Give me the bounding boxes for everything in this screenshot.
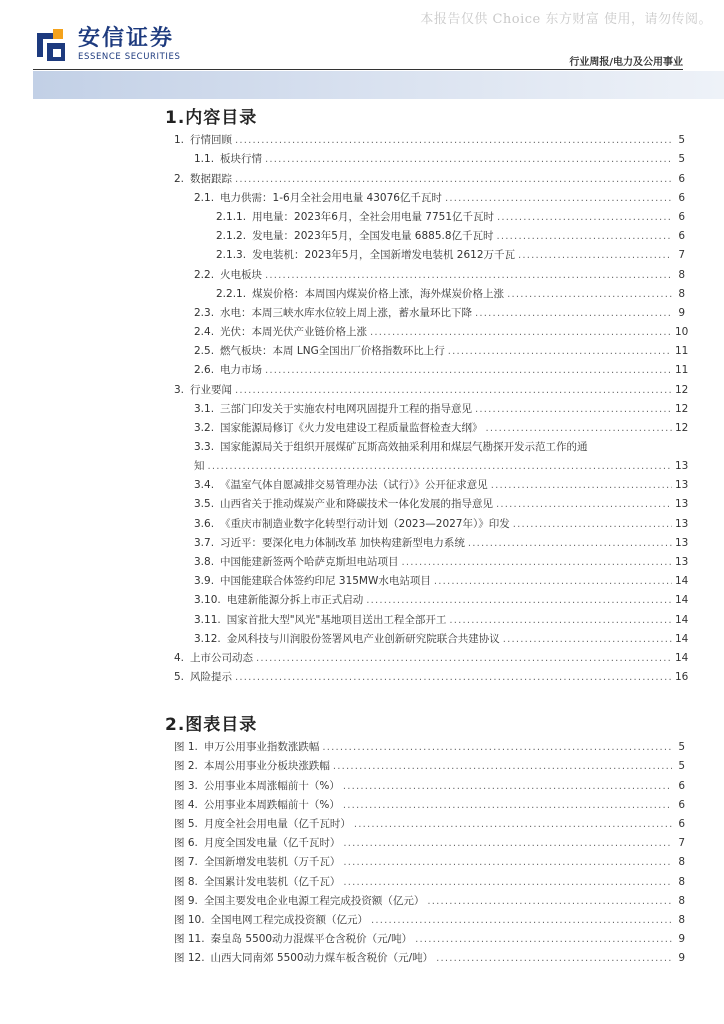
entry-title: 光伏：本周光伏产业链价格上涨	[220, 326, 368, 339]
toc-entry[interactable]	[174, 416, 689, 435]
entry-number: 2.4.	[194, 326, 215, 339]
toc-entry[interactable]	[174, 665, 689, 684]
leader-dots	[486, 422, 672, 435]
entry-page-number: 12	[675, 402, 689, 415]
entry-page-number: 6	[678, 210, 685, 223]
entry-title: 全国新增发电装机（万千瓦）	[203, 856, 341, 869]
toc-entry[interactable]	[174, 492, 689, 511]
entry-page-number: 13	[675, 460, 689, 472]
entry-page-number: 6	[678, 779, 685, 792]
toc-entry[interactable]	[174, 147, 685, 166]
leader-dots	[265, 269, 672, 282]
entry-page-number: 8	[678, 287, 685, 300]
toc-entry[interactable]	[174, 282, 685, 301]
entry-title: 电力市场	[220, 364, 263, 377]
leader-dots	[518, 249, 672, 262]
entry-number: 3.1.	[194, 402, 215, 415]
entry-number: 2.1.1.	[216, 210, 247, 223]
entry-number: 2.1.	[194, 191, 215, 204]
figure-entry[interactable]	[174, 946, 685, 965]
entry-title: 全国累计发电装机（亿千瓦）	[203, 875, 341, 888]
entry-number: 3.11.	[194, 613, 221, 626]
leader-dots	[235, 384, 672, 397]
toc-entry[interactable]	[174, 205, 685, 224]
leader-dots	[265, 364, 672, 377]
leader-dots	[208, 460, 673, 473]
leader-dots	[445, 192, 672, 205]
entry-title: 公用事业本周跌幅前十（%）	[203, 798, 340, 811]
leader-dots	[370, 326, 672, 339]
entry-number: 3.12.	[194, 632, 221, 645]
entry-number: 图 11.	[174, 933, 205, 946]
leader-dots	[343, 780, 672, 793]
entry-page-number: 6	[678, 230, 685, 243]
leader-dots	[415, 933, 672, 946]
entry-number: 图 5.	[174, 817, 198, 830]
leader-dots	[468, 537, 672, 550]
entry-page-number: 5	[678, 760, 685, 773]
entry-line-2	[194, 454, 689, 473]
leader-dots	[491, 479, 672, 492]
leader-dots	[436, 952, 672, 965]
figure-entry[interactable]	[174, 889, 685, 908]
entry-number: 3.9.	[194, 575, 215, 588]
leader-dots	[371, 914, 672, 927]
leader-dots	[434, 575, 672, 588]
entry-page-number: 7	[678, 837, 685, 850]
entry-title: 电建新能源分拆上市正式启动	[226, 594, 364, 607]
entry-title: 国家首批大型"风光"基地项目送出工程全部开工	[226, 613, 447, 626]
entry-number: 2.3.	[194, 306, 215, 319]
entry-page-number: 5	[678, 741, 685, 754]
figure-list	[174, 735, 685, 965]
leader-dots	[475, 403, 672, 416]
entry-number: 3.7.	[194, 536, 215, 549]
entry-page-number: 11	[675, 345, 689, 358]
toc-entry[interactable]	[174, 531, 689, 550]
leader-dots	[513, 518, 672, 531]
figure-entry[interactable]	[174, 869, 685, 888]
leader-dots	[366, 594, 672, 607]
leader-dots	[333, 760, 672, 773]
figure-entry[interactable]	[174, 831, 685, 850]
entry-page-number: 14	[675, 613, 689, 626]
entry-number: 5.	[174, 671, 185, 684]
entry-title: 风险提示	[190, 671, 233, 684]
entry-page-number: 9	[678, 952, 685, 965]
entry-number: 2.1.2.	[216, 230, 247, 243]
toc-entry[interactable]	[174, 262, 685, 281]
entry-number: 2.5.	[194, 345, 215, 358]
entry-title: 中国能建新签两个哈萨克斯坦电站项目	[220, 555, 399, 568]
toc-entry[interactable]	[174, 550, 689, 569]
leader-dots	[449, 614, 672, 627]
leader-dots	[427, 895, 672, 908]
entry-line-1	[194, 435, 685, 454]
entry-page-number: 8	[678, 913, 685, 926]
entry-page-number: 8	[678, 875, 685, 888]
entry-title: 本周公用事业分板块涨跌幅	[203, 760, 330, 773]
entry-page-number: 13	[675, 555, 689, 568]
entry-number: 4.	[174, 651, 185, 664]
entry-title: 发电装机：2023年5月，全国新增发电装机 2612万千瓦	[252, 249, 516, 262]
entry-title: 全国电网工程完成投资额（亿元）	[210, 913, 369, 926]
entry-page-number: 13	[675, 517, 689, 530]
entry-page-number: 14	[675, 575, 689, 588]
leader-dots	[402, 556, 672, 569]
entry-title: 数据跟踪	[190, 172, 233, 185]
entry-title: 火电板块	[220, 268, 263, 281]
toc-entry[interactable]	[174, 511, 689, 530]
entry-number: 1.1.	[194, 153, 215, 166]
leader-dots	[448, 345, 672, 358]
entry-title: 公用事业本周涨幅前十（%）	[203, 779, 340, 792]
toc-entry[interactable]	[174, 397, 689, 416]
entry-title: 行情回顾	[190, 134, 233, 147]
entry-number: 2.2.	[194, 268, 215, 281]
entry-title: 申万公用事业指数涨跌幅	[203, 741, 320, 754]
leader-dots	[503, 633, 672, 646]
entry-title: 国家能源局关于组织开展煤矿瓦斯高效抽采利用和煤层气勘探开发示范工作的通	[220, 441, 588, 453]
entry-title: 行业要闻	[190, 383, 233, 396]
entry-number: 2.2.1.	[216, 287, 247, 300]
entry-page-number: 12	[675, 383, 689, 396]
leader-dots	[507, 288, 672, 301]
watermark: 本报告仅供 Choice 东方财富 使用，请勿传阅。	[420, 12, 712, 27]
toc-entry[interactable]	[174, 339, 689, 358]
entry-page-number: 11	[675, 364, 689, 377]
leader-dots	[497, 211, 672, 224]
entry-number: 2.1.3.	[216, 249, 247, 262]
entry-number: 3.	[174, 383, 185, 396]
entry-title: 山西省关于推动煤炭产业和降碳技术一体化发展的指导意见	[220, 498, 494, 511]
entry-title: 月度全社会用电量（亿千瓦时）	[203, 817, 351, 830]
entry-number: 1.	[174, 134, 185, 147]
toc-entry[interactable]	[174, 358, 689, 377]
entry-number: 3.3.	[194, 441, 215, 453]
entry-number: 图 3.	[174, 779, 198, 792]
entry-title: 金风科技与川润股份签署风电产业创新研究院联合共建协议	[226, 632, 500, 645]
entry-title: 国家能源局修订《火力发电建设工程质量监督检查大纲》	[220, 422, 483, 434]
entry-title: 山西大同南郊 5500动力煤车板含税价（元/吨）	[210, 952, 434, 965]
entry-title: 习近平：要深化电力体制改革 加快构建新型电力系统	[220, 536, 465, 549]
toc-entry[interactable]	[174, 301, 685, 320]
entry-number: 3.6.	[194, 517, 215, 530]
entry-title: 燃气板块：本周 LNG全国出厂价格指数环比上行	[220, 345, 445, 358]
toc-entry[interactable]	[174, 607, 689, 626]
toc-entry[interactable]	[174, 646, 689, 665]
figure-entry[interactable]	[174, 850, 685, 869]
entry-number: 图 8.	[174, 875, 198, 888]
entry-number: 图 6.	[174, 837, 198, 850]
entry-page-number: 16	[675, 671, 689, 684]
entry-number: 2.	[174, 172, 185, 185]
entry-number: 图 10.	[174, 913, 205, 926]
leader-dots	[497, 230, 672, 243]
entry-number: 3.5.	[194, 498, 215, 511]
entry-title: 月度全国发电量（亿千瓦时）	[203, 837, 341, 850]
leader-dots	[343, 856, 672, 869]
entry-number: 图 1.	[174, 741, 198, 754]
entry-page-number: 8	[678, 894, 685, 907]
entry-page-number: 14	[675, 651, 689, 664]
entry-number: 3.4.	[194, 479, 215, 492]
toc-entry[interactable]	[174, 588, 689, 607]
entry-number: 2.6.	[194, 364, 215, 377]
entry-page-number: 5	[678, 134, 685, 147]
entry-title: 发电量：2023年5月，全国发电量 6885.8亿千瓦时	[252, 230, 494, 243]
leader-dots	[496, 498, 672, 511]
entry-title: 用电量：2023年6月，全社会用电量 7751亿千瓦时	[252, 210, 495, 223]
entry-page-number: 7	[678, 249, 685, 262]
entry-title: 煤炭价格：本周国内煤炭价格上涨，海外煤炭价格上涨	[252, 287, 505, 300]
entry-title: 中国能建联合体签约印尼 315MW水电站项目	[220, 575, 431, 588]
toc-entry[interactable]	[174, 128, 685, 147]
entry-title: 秦皇岛 5500动力混煤平仓含税价（元/吨）	[210, 933, 413, 946]
toc-entry[interactable]	[174, 435, 689, 473]
entry-number: 图 12.	[174, 952, 205, 965]
toc-entry[interactable]	[174, 243, 685, 262]
entry-number: 图 4.	[174, 798, 198, 811]
toc-entry[interactable]	[174, 186, 685, 205]
leader-dots	[256, 652, 672, 665]
toc-list	[174, 128, 689, 684]
entry-title: 水电：本周三峡水库水位较上周上涨，蓄水量环比下降	[220, 306, 473, 319]
entry-title: 三部门印发关于实施农村电网巩固提升工程的指导意见	[220, 402, 473, 415]
entry-page-number: 13	[675, 479, 689, 492]
entry-page-number: 13	[675, 536, 689, 549]
entry-title-continued: 知	[194, 460, 205, 472]
entry-page-number: 9	[678, 306, 685, 319]
leader-dots	[354, 818, 672, 831]
entry-number: 3.10.	[194, 594, 221, 607]
toc-section-title: 1.内容目录	[165, 108, 258, 128]
figure-entry[interactable]	[174, 754, 685, 773]
entry-page-number: 14	[675, 632, 689, 645]
entry-page-number: 10	[675, 326, 689, 339]
entry-title: 全国主要发电企业电源工程完成投资额（亿元）	[203, 894, 425, 907]
leader-dots	[235, 671, 672, 684]
leader-dots	[322, 741, 672, 754]
entry-title: 板块行情	[220, 153, 263, 166]
figure-entry[interactable]	[174, 908, 685, 927]
toc-entry[interactable]	[174, 224, 685, 243]
entry-page-number: 12	[675, 422, 689, 434]
toc-entry[interactable]	[174, 166, 685, 185]
figure-entry[interactable]	[174, 927, 685, 946]
figure-entry[interactable]	[174, 735, 685, 754]
header-divider	[33, 69, 683, 70]
entry-page-number: 8	[678, 856, 685, 869]
entry-number: 图 2.	[174, 760, 198, 773]
entry-page-number: 6	[678, 172, 685, 185]
leader-dots	[343, 799, 672, 812]
leader-dots	[343, 876, 672, 889]
logo-mark-icon	[33, 27, 69, 63]
entry-number: 3.2.	[194, 422, 215, 434]
leader-dots	[343, 837, 672, 850]
logo-name-en: ESSENCE SECURITIES	[78, 52, 181, 62]
entry-number: 图 9.	[174, 894, 198, 907]
leader-dots	[265, 153, 672, 166]
entry-page-number: 14	[675, 594, 689, 607]
entry-title: 《温室气体自愿减排交易管理办法（试行）》公开征求意见	[220, 479, 488, 492]
figure-section-title: 2.图表目录	[165, 715, 258, 735]
toc-entry[interactable]	[174, 569, 689, 588]
leader-dots	[235, 134, 672, 147]
toc-entry[interactable]	[174, 627, 689, 646]
toc-entry[interactable]	[174, 377, 689, 396]
entry-page-number: 13	[675, 498, 689, 511]
entry-page-number: 9	[678, 933, 685, 946]
entry-page-number: 6	[678, 817, 685, 830]
entry-number: 图 7.	[174, 856, 198, 869]
entry-page-number: 5	[678, 153, 685, 166]
leader-dots	[475, 307, 672, 320]
figure-entry[interactable]	[174, 773, 685, 792]
entry-title: 《重庆市制造业数字化转型行动计划（2023—2027年）》印发	[220, 517, 510, 530]
company-logo	[33, 27, 181, 63]
entry-title: 上市公司动态	[190, 651, 254, 664]
entry-number: 3.8.	[194, 555, 215, 568]
entry-title: 电力供需：1-6月全社会用电量 43076亿千瓦时	[220, 191, 442, 204]
header-band	[33, 71, 724, 99]
entry-page-number: 6	[678, 798, 685, 811]
logo-name-cn: 安信证券	[78, 26, 175, 51]
toc-entry[interactable]	[174, 473, 689, 492]
figure-entry[interactable]	[174, 793, 685, 812]
toc-entry[interactable]	[174, 320, 689, 339]
report-category: 行业周报/电力及公用事业	[569, 57, 683, 68]
entry-page-number: 8	[678, 268, 685, 281]
leader-dots	[235, 173, 672, 186]
entry-page-number: 6	[678, 191, 685, 204]
figure-entry[interactable]	[174, 812, 685, 831]
